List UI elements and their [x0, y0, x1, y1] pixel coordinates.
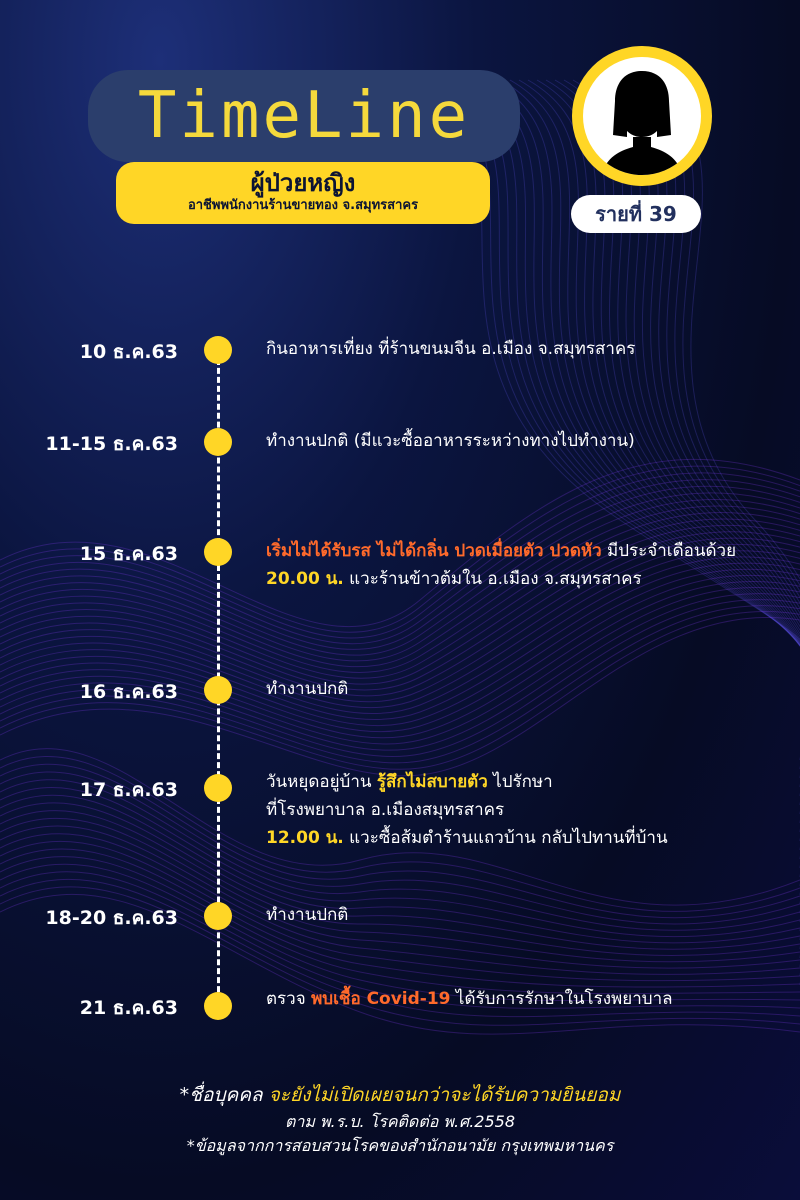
event-text-segment: ตรวจ: [266, 989, 312, 1009]
timeline-dot: [204, 774, 232, 802]
event-line: [266, 985, 786, 1013]
event-text-segment: 12.00 น.: [266, 828, 344, 848]
privacy-note-highlight: จะยังไม่เปิดเผยจนกว่าจะได้รับความยินยอม: [268, 1084, 621, 1106]
privacy-note-prefix: *ชื่อบุคคล: [179, 1084, 269, 1106]
event-text-segment: ที่โรงพยาบาล อ.เมืองสมุทรสาคร: [266, 800, 505, 820]
avatar: [572, 46, 712, 186]
event-line: [266, 675, 786, 703]
timeline-dot: [204, 902, 232, 930]
timeline-event: [266, 427, 786, 455]
timeline-dot: [204, 428, 232, 456]
timeline-date: 10 ธ.ค.63: [79, 341, 178, 363]
event-text-segment: แวะซื้อส้มตำร้านแถวบ้าน กลับไปทานที่บ้าน: [343, 828, 668, 848]
female-silhouette-icon: [583, 57, 701, 175]
patient-gender: ผู้ป่วยหญิง: [250, 169, 356, 197]
event-line: [266, 768, 786, 796]
event-line: [266, 796, 786, 824]
timeline-date: 15 ธ.ค.63: [79, 543, 178, 565]
timeline-event: [266, 335, 786, 363]
event-line: [266, 901, 786, 929]
timeline-dot: [204, 336, 232, 364]
event-text-segment: ได้รับการรักษาในโรงพยาบาล: [450, 989, 673, 1009]
timeline-date: 21 ธ.ค.63: [79, 997, 178, 1019]
title-box: [88, 70, 520, 162]
event-text-segment: มีประจำเดือนด้วย: [601, 541, 737, 561]
timeline-event: [266, 985, 786, 1013]
event-line: [266, 565, 786, 593]
event-line: [266, 537, 786, 565]
event-text-segment: รู้สึกไม่สบายตัว: [376, 772, 488, 792]
timeline-date: 18-20 ธ.ค.63: [45, 907, 178, 929]
page-title: TimeLine: [137, 79, 471, 153]
timeline-dot: [204, 676, 232, 704]
timeline-event: [266, 537, 786, 593]
timeline-date: 16 ธ.ค.63: [79, 681, 178, 703]
timeline-event: [266, 768, 786, 852]
event-line: [266, 824, 786, 852]
event-line: [266, 427, 786, 455]
event-text-segment: ไปรักษา: [487, 772, 553, 792]
case-number-badge: รายที่ 39: [571, 195, 701, 233]
timeline-date: 11-15 ธ.ค.63: [45, 433, 178, 455]
event-text-segment: ทำงานปกติ: [266, 679, 349, 699]
event-text-segment: พบเชื้อ Covid-19: [311, 989, 451, 1009]
timeline-dot: [204, 538, 232, 566]
timeline-event: [266, 675, 786, 703]
timeline-dot: [204, 992, 232, 1020]
event-text-segment: เริ่มไม่ได้รับรส ไม่ได้กลิ่น ปวดเมื่อยตัว ปวดหัว: [266, 541, 602, 561]
privacy-note: [0, 1080, 800, 1110]
source-note: *ข้อมูลจากการสอบสวนโรคของสำนักอนามัย กรุงเทพมหานคร: [186, 1136, 614, 1155]
patient-occupation: อาชีพพนักงานร้านขายทอง จ.สมุทรสาคร: [187, 198, 419, 213]
timeline-event: [266, 901, 786, 929]
event-text-segment: แวะร้านข้าวต้มใน อ.เมือง จ.สมุทรสาคร: [343, 569, 642, 589]
event-text-segment: 20.00 น.: [266, 569, 344, 589]
timeline-date: 17 ธ.ค.63: [79, 779, 178, 801]
event-text-segment: กินอาหารเที่ยง ที่ร้านขนมจีน อ.เมือง จ.สมุทรสาคร: [266, 339, 636, 359]
event-text-segment: ทำงานปกติ (มีแวะซื้ออาหารระหว่างทางไปทำงาน): [266, 431, 635, 451]
event-text-segment: ทำงานปกติ: [266, 905, 349, 925]
subtitle-pill: [116, 162, 490, 224]
law-note: ตาม พ.ร.บ. โรคติดต่อ พ.ศ.2558: [285, 1112, 515, 1131]
event-text-segment: วันหยุดอยู่บ้าน: [266, 772, 377, 792]
footer: [0, 1080, 800, 1158]
wave-line: [0, 581, 800, 737]
event-line: [266, 335, 786, 363]
